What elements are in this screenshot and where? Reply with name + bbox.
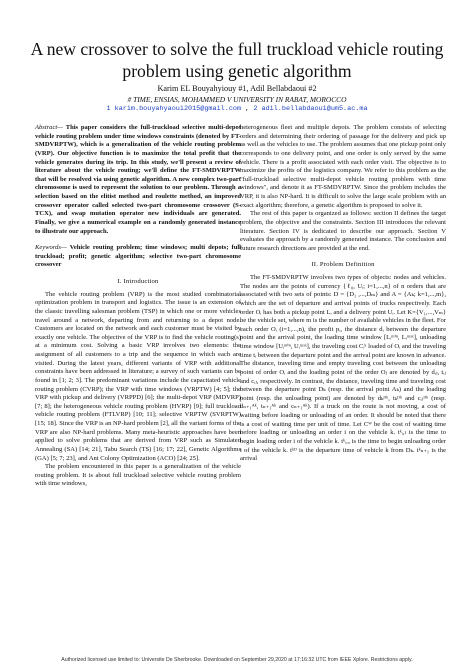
paper-title: A new crossover to solve the full truckload vehicle routing problem using genetic algorithm: [30, 39, 444, 81]
author-2-email[interactable]: 2 adil.bellabdaoui@um5.ac.ma: [253, 105, 368, 113]
author-line: Karim EL Bouyahyiouy #1, Adil Bellabdaoui #2: [157, 84, 317, 93]
affiliation-line: # TIME, ENSIAS, MOHAMMED V UNIVERSITY IN RABAT, MOROCCO: [127, 95, 347, 104]
keywords-label: Keywords—: [35, 244, 67, 252]
section-heading-problem-definition: II. Problem Definition: [311, 261, 375, 269]
keywords: [35, 244, 241, 270]
intro-paragraph-2: The problem encountered in this paper is a generalization of the vehicle routing problem. It is about full truckload selective vehicle routing problem with time windows,: [35, 463, 241, 488]
abstract: [35, 124, 241, 236]
ieee-license-footer: Authorized licensed use limited to: Universite De Sherbrooke. Downloaded on September 29,2020 at 17:16:32 UTC from IEEE Xplore. Restrictions apply.: [61, 657, 413, 663]
organization-paragraph: The rest of this paper is organized as follows: section II defines the target problem, the objective and the constraints. Section III introduces the relevant literature. Section IV is dedicated to describe our approach. Section V evaluates the approach by a randomly generated instance. The conclusion and future research directions are provided at the end.: [240, 210, 446, 252]
left-column: [35, 124, 241, 489]
abstract-label: Abstract—: [35, 124, 64, 131]
email-separator: ,: [245, 105, 254, 113]
intro-paragraph-1: The vehicle routing problem (VRP) is the most studied combinatorial optimization problem in transport and logistics. The issue is an extension of the classic travelling salesman problem (TSP) in which one or more vehicles travel around a network, departing from and returning to a depot node. Customers are located on the network and each customer must be visited by exactly one vehicle. The objective of the VRP is to find the vehicle routing(s) at a minimum cost. Solving a basic VRP involves two elements: the assignment of all customers to a trip and the sequence in which each are visited. During the latest years, different variants of VRP with additional constraints have been addressed in literature; a survey of such variants can be found in [1; 2; 3]. The predominant variations include the capacitated vehicle routing problem (CVRP); the VRP with time windows (VRPTW) [4; 5]; the VRP with pickup and delivery (VRPPD) [6]; the multi-depot VRP (MDVRP) [7; 8]; the heterogeneous vehicle routing problem (HVRP) [9]; full truckload vehicle routing problem (FTLVRP) [10; 11]; selective VRPTW (SVRPTW) [15; 18]. Since the VRP is an NP-hard problem [2], all the variant forms of the VRP are also NP-hard problems. Many meta-heuristic approaches have been applied to solve problems that are derived from VRP such as Simulated Annealing (SA) [14; 21], Tabu Search (TS) [16; 17; 22], Genetic Algorithms (GA) [5; 7; 23], and Ant Colony Optimization (ACO) [24; 25].: [35, 290, 241, 462]
problem-definition-paragraph: The FT-SMDVRPTW involves two types of objects: nodes and vehicles. The nodes are the points of currency {ℓ₀, Uᵢ; i=1,...,n} of n orders that are associated with two sets of points: D = {D₁ ,...,Dₘ} and A = {Aₖ; k=1,...,m}, which are the set of departure and arrival points of trucks respectively. Each order Oᵢ has both a pickup point Lᵢ and a delivery point Uᵢ. Let K={V₁,...,Vₘ} be the vehicle set, where m is the number of available vehicles in the fleet. For each order Oᵢ (i=1,...,n), the profit pᵢ, the distance dᵢ between the departure point and the arrival point, the loading time window [Lᵢᵐⁱⁿ, Lᵢᵐᵃˣ], unloading time window [Uᵢᵐⁱⁿ, Uᵢᵐᵃˣ], the traveling cost Cᵢᵏ loaded of Oᵢ and the traveling time tᵢ between the departure point and the arrival point are known in advance. The distance, traveling time and empty traveling cost between the unloading point of order Oᵢ and the loading point of the order Oⱼ are denoted by dᵢⱼ, tᵢⱼ and cᵢⱼ, respectively. In contrast, the distance, traveling time and traveling cost between the departure point Dₖ (resp. the arrival point Aₖ) and the loading point (resp. the unloading point) are denoted by dₖᴰᵏ, tₖᴰᵏ and cᵢⱼᴰᵏ (resp. dₙ₊₁ᴬᵏ, tₙ₊₁ᴬᵏ and cₙ₊₁ᴬᵏ). If a truck on the route is not moving, a cost of waiting before loading or unloading of an order. It should be noted that there is a cost of waiting time per unit of time. Let Cᵂ be the cost of waiting time before loading or unloading an order i on the vehicle k. tᵏᵢ,ₗ is the time to begin loading order i of the vehicle k. tᵏᵢ,ᵤ is the time to begin unloading order i of the vehicle k. tᵏᴰ is the departure time of vehicle k from Dₖ. tᵏₙ₊₁ is the arrival: [240, 274, 446, 463]
right-column: [240, 124, 446, 464]
abstract-text: This paper considers the full-truckload selective multi-depot vehicle routing problem under time windows constraints (denoted by FT-SMDVRPTW), which is a generalization of the vehicle routing problem (VRP). Our objective function is to maximize the total profit that the vehicle generates during its trip. In this study, we'll present a review of literature about the vehicle routing; we'll define the FT-SMDVRPTW that will be resolved via using genetic algorithm. A new complex two-part chromosome is used to represent the solution to our problem. Through a selection based on the elitist method and roulette method, an improved crossover operator called selected two-part chromosome crossover (S-TCX), and swap mutation operator new individuals are generated. Finally, we give a numerical example on a randomly generated instance to illustrate our approach.: [35, 124, 241, 235]
keywords-text: Vehicle routing problem; time windows; multi depots; full truckload; profit; genetic algorithm; selective two-part chromosome crossover: [35, 244, 241, 269]
section-heading-introduction: I. Introduction: [117, 278, 159, 285]
author-1-email[interactable]: 1 karim.bouyahyaoui2015@gmail.com: [106, 105, 242, 113]
intro-continuation: heterogeneous fleet and multiple depots. The problem consists of selecting orders and determining their ordering of passage for the delivery and pick up as well as the vehicles to use. The problem assumes that one pickup point only corresponds to one delivery point, and one order is only served by the same vehicle. There is a profit associated with each order visit. The objective is to maximize the profits of the logistics company. We refer to this problem as the "full-truckload selective multi-depot vehicle routing problem with time windows", and denote it as FT-SMDVRPTW. Since the problem includes the VRP, it is also NP-hard. It is difficult to solve the large scale problem with an exact algorithm; therefore, a genetic algorithm is proposed to solve it.: [240, 124, 446, 209]
email-line: [0, 105, 474, 114]
